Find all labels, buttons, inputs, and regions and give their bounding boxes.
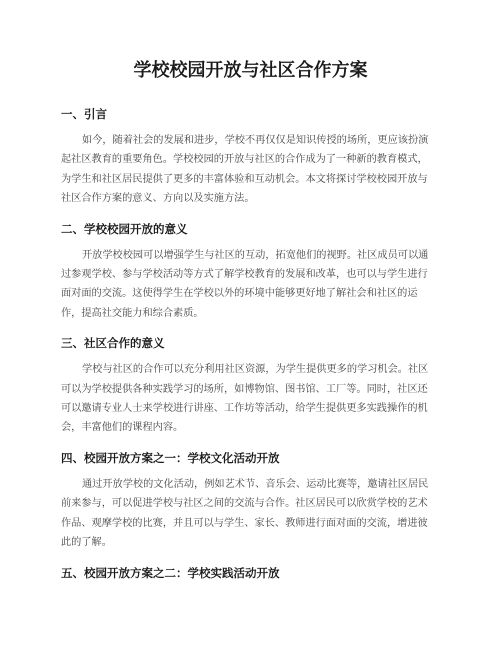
section-heading: 三、社区合作的意义 xyxy=(61,336,165,351)
section-heading: 四、校园开放方案之一：学校文化活动开放 xyxy=(61,450,280,465)
section-campus-opening-significance xyxy=(61,221,436,324)
section-paragraph: 开放学校校园可以增强学生与社区的互动，拓宽他们的视野。社区成员可以通过参观学校、参与学校活动等方式了解学校教育的发展和改革，也可以与学生进行面对面的交流。这使得学生在学校以外的环境中能够更好地了解社会和社区的运作，提高社交能力和综合素质。 xyxy=(61,249,429,319)
section-plan-cultural-activities xyxy=(61,450,436,553)
section-paragraph: 如今，随着社会的发展和进步，学校不再仅仅是知识传授的场所，更应该扮演起社区教育的重要角色。学校校园的开放与社区的合作成为了一种新的教育模式，为学生和社区居民提供了更多的丰富体验和互动机会。本文将探讨学校校园开放与社区合作方案的意义、方向以及实施方法。 xyxy=(61,135,429,205)
section-introduction xyxy=(61,106,436,209)
section-plan-practical-activities xyxy=(61,565,436,581)
section-community-cooperation-significance xyxy=(61,335,436,438)
section-heading: 五、校园开放方案之二：学校实践活动开放 xyxy=(61,565,280,580)
section-heading: 二、学校校园开放的意义 xyxy=(61,221,188,236)
page-title: 学校校园开放与社区合作方案 xyxy=(133,60,368,81)
section-paragraph: 通过开放学校的文化活动，例如艺术节、音乐会、运动比赛等，邀请社区居民前来参与，可以促进学校与社区之间的交流与合作。社区居民可以欣赏学校的艺术作品、观摩学校的比赛，并且可以与学生、家长、教师进行面对面的交流，增进彼此的了解。 xyxy=(61,478,429,549)
section-heading: 一、引言 xyxy=(61,107,107,121)
section-paragraph: 学校与社区的合作可以充分利用社区资源，为学生提供更多的学习机会。社区可以为学校提供各种实践学习的场所，如博物馆、图书馆、工厂等。同时，社区还可以邀请专业人士来学校进行讲座、工作坊等活动，给学生提供更多实践操作的机会，丰富他们的课程内容。 xyxy=(61,364,429,434)
